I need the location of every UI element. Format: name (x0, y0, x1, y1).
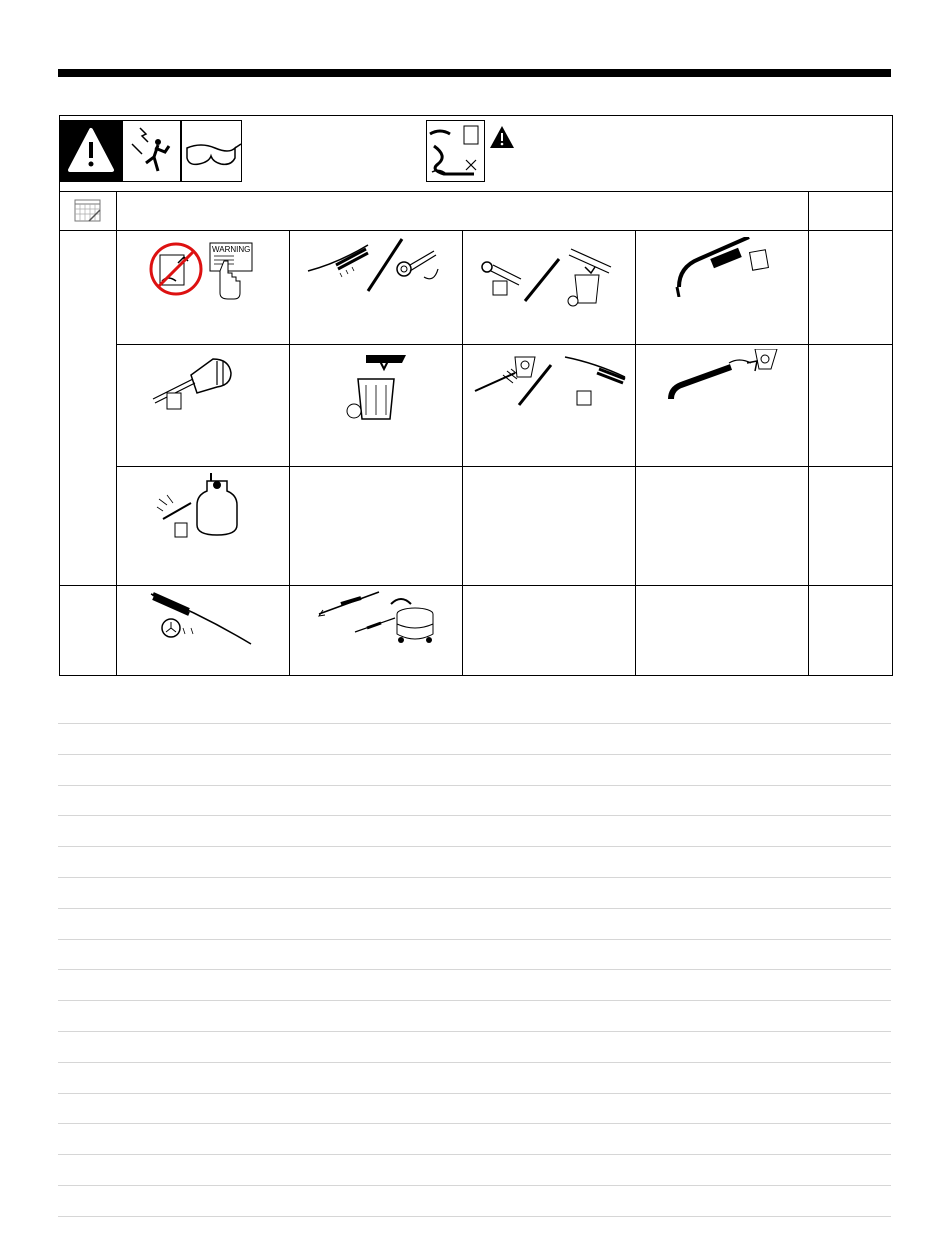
gun-cable-icon (657, 237, 787, 297)
note-line[interactable] (58, 815, 891, 846)
note-line[interactable] (58, 1216, 891, 1247)
brush-liner-icon (469, 351, 629, 415)
no-touch-warning-label-icon (148, 241, 258, 303)
illustration-cell (117, 467, 290, 586)
illustration-cell (117, 231, 290, 345)
note-line[interactable] (58, 1123, 891, 1154)
note-line[interactable] (58, 969, 891, 1000)
contact-tip-discard-icon (471, 245, 627, 315)
empty-cell (463, 586, 636, 676)
empty-cell (636, 586, 809, 676)
vacuum-cleaner-icon (311, 590, 441, 648)
note-line[interactable] (58, 1154, 891, 1185)
maintenance-row-2 (60, 345, 893, 467)
notes-cell (809, 231, 893, 345)
nozzle-clean-icon (143, 353, 263, 415)
illustration-cell (463, 231, 636, 345)
calendar-row (60, 192, 893, 231)
notes-cell (809, 586, 893, 676)
illustration-cell (290, 586, 463, 676)
disconnect-power-group (426, 120, 516, 182)
notes-lines (58, 723, 891, 1247)
illustration-cell (636, 231, 809, 345)
note-line[interactable] (58, 1031, 891, 1062)
anti-spatter-icon (153, 471, 253, 543)
notes-cell (809, 467, 893, 586)
warning-placard-text: WARNING (212, 245, 251, 254)
note-line[interactable] (58, 723, 891, 754)
warning-cell (60, 116, 893, 192)
maintenance-table (59, 115, 893, 676)
note-line[interactable] (58, 1093, 891, 1124)
illustration-cell (290, 231, 463, 345)
electric-shock-icon (123, 121, 181, 182)
note-line[interactable] (58, 754, 891, 785)
calendar-icon (74, 197, 102, 223)
note-line[interactable] (58, 1185, 891, 1216)
calendar-cell (60, 192, 117, 231)
warning-row (60, 116, 893, 192)
maintenance-row-1 (60, 231, 893, 345)
empty-cell (636, 467, 809, 586)
empty-cell (290, 467, 463, 586)
illustration-cell (463, 345, 636, 467)
illustration-cell (636, 345, 809, 467)
maintenance-row-4 (60, 586, 893, 676)
note-line[interactable] (58, 877, 891, 908)
illustration-cell (290, 345, 463, 467)
note-line[interactable] (58, 846, 891, 877)
header-rule (58, 69, 891, 77)
discard-trash-icon (336, 349, 416, 421)
interval-cell-1 (60, 231, 117, 586)
note-line[interactable] (58, 1062, 891, 1093)
illustration-cell (117, 586, 290, 676)
warning-symbols-left (60, 120, 243, 182)
gun-liner-icon (657, 349, 787, 409)
wire-brush-icon (143, 588, 263, 646)
maintenance-row-3 (60, 467, 893, 586)
disconnect-power-icon (427, 121, 485, 182)
notes-cell (809, 345, 893, 467)
empty-cell (463, 467, 636, 586)
safety-glasses-icon (182, 121, 242, 182)
interval-cell-2 (60, 586, 117, 676)
note-line[interactable] (58, 908, 891, 939)
wire-brush-wrench-icon (306, 235, 446, 299)
calendar-header-wide (117, 192, 809, 231)
note-line[interactable] (58, 939, 891, 970)
illustration-cell (117, 345, 290, 467)
note-line[interactable] (58, 785, 891, 816)
calendar-header-right (809, 192, 893, 231)
note-line[interactable] (58, 1000, 891, 1031)
